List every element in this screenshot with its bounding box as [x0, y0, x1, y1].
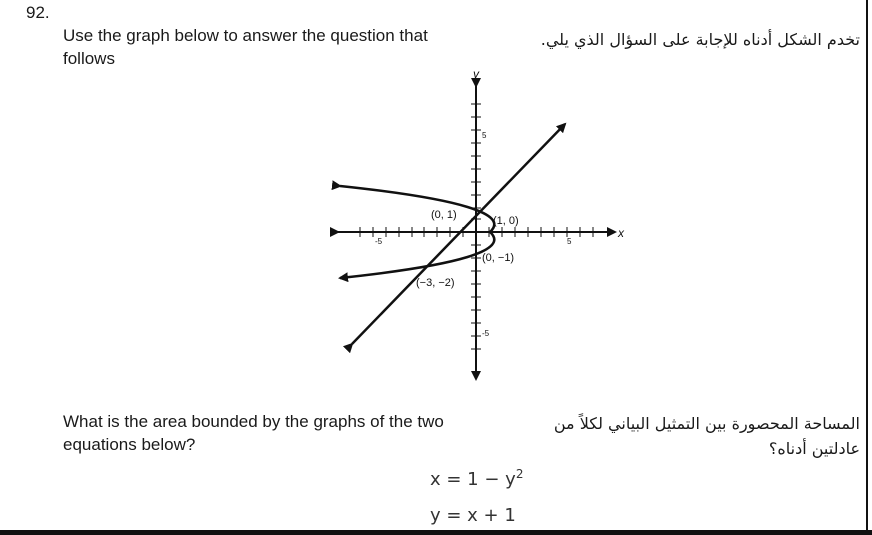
prompt-text-en: What is the area bounded by the graphs of the two equations below?	[63, 412, 444, 454]
equation-1-exponent: 2	[515, 467, 524, 481]
point-label-0-neg1: (0, −1)	[482, 252, 515, 264]
point-label-neg3-neg2: (−3, −2)	[416, 277, 455, 289]
y-axis-label: y	[473, 67, 479, 81]
equation-1	[430, 467, 523, 490]
equation-2: y = x + 1	[430, 505, 516, 526]
prompt-text-ar-line2: عادلتين أدناه؟	[768, 439, 860, 458]
bottom-border	[0, 530, 872, 535]
right-border	[866, 0, 868, 535]
question-number: 92.	[26, 3, 50, 22]
intro-text-en: Use the graph below to answer the question that follows	[63, 26, 428, 68]
tick-label-y-neg: -5	[482, 329, 490, 338]
prompt-text-ar-line1: المساحة المحصورة بين التمثيل البياني لكلاً من	[553, 414, 860, 433]
tick-label-x-neg: -5	[375, 237, 383, 246]
point-label-1-0: (1, 0)	[493, 215, 519, 227]
point-label-0-1: (0, 1)	[431, 209, 457, 221]
tick-label-y-pos: 5	[482, 131, 487, 140]
line-graph	[352, 124, 565, 344]
graph-figure	[330, 64, 640, 384]
equation-1-base: x = 1 − y	[430, 469, 516, 490]
intro-text-ar: تخدم الشكل أدناه للإجابة على السؤال الذي يلي.	[540, 30, 860, 49]
x-axis-label: x	[618, 226, 624, 240]
tick-label-x-pos: 5	[567, 237, 572, 246]
